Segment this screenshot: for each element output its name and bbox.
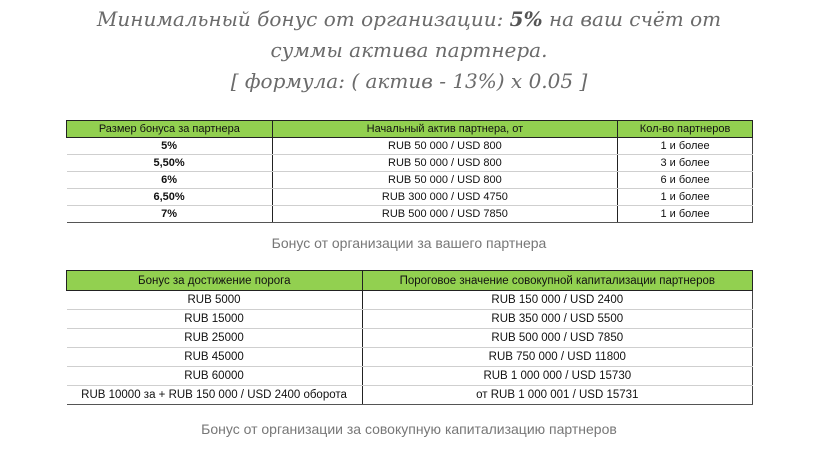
threshold-value-cell: RUB 750 000 / USD 11800 <box>362 348 752 367</box>
table-row <box>67 367 753 386</box>
table-row <box>67 189 753 206</box>
table-row <box>67 172 753 189</box>
threshold-bonus-cell: RUB 5000 <box>67 291 363 310</box>
bonus-size-cell: 6,50% <box>67 189 273 206</box>
intro-formula: [ формула: ( актив - 13%) x 0.05 ] <box>230 69 588 93</box>
bonus-size-cell: 7% <box>67 206 273 223</box>
header-bonus-size: Размер бонуса за партнера <box>67 121 273 138</box>
threshold-bonus-cell: RUB 45000 <box>67 348 363 367</box>
table-header-row <box>67 121 753 138</box>
partner-count-cell: 1 и более <box>618 189 753 206</box>
table-row <box>67 386 753 405</box>
threshold-value-cell: RUB 1 000 000 / USD 15730 <box>362 367 752 386</box>
bonus-size-cell: 5,50% <box>67 155 273 172</box>
partner-count-cell: 1 и более <box>618 138 753 155</box>
table-row <box>67 329 753 348</box>
threshold-value-cell: RUB 500 000 / USD 7850 <box>362 329 752 348</box>
header-threshold-value: Пороговое значение совокупной капитализации партнеров <box>362 271 752 291</box>
intro-line-1-pre: Минимальный бонус от организации: <box>96 7 510 31</box>
threshold-value-cell: от RUB 1 000 001 / USD 15731 <box>362 386 752 405</box>
initial-asset-cell: RUB 500 000 / USD 7850 <box>272 206 617 223</box>
initial-asset-cell: RUB 300 000 / USD 4750 <box>272 189 617 206</box>
initial-asset-cell: RUB 50 000 / USD 800 <box>272 138 617 155</box>
table-row <box>67 155 753 172</box>
table-row <box>67 291 753 310</box>
header-partner-count: Кол-во партнеров <box>618 121 753 138</box>
threshold-bonus-cell: RUB 15000 <box>67 310 363 329</box>
capitalization-bonus-caption: Бонус от организации за совокупную капитализацию партнеров <box>201 421 617 437</box>
bonus-size-cell: 6% <box>67 172 273 189</box>
header-threshold-bonus: Бонус за достижение порога <box>67 271 363 291</box>
table-row <box>67 310 753 329</box>
partner-bonus-table <box>66 120 753 223</box>
table-row <box>67 348 753 367</box>
table-header-row <box>67 271 753 291</box>
intro-bonus-percent: 5% <box>509 7 543 31</box>
intro-line-1 <box>0 4 818 35</box>
table-row <box>67 138 753 155</box>
threshold-value-cell: RUB 350 000 / USD 5500 <box>362 310 752 329</box>
header-initial-asset: Начальный актив партнера, от <box>272 121 617 138</box>
intro-line-1-post: на ваш счёт от <box>542 7 722 31</box>
threshold-bonus-cell: RUB 10000 за + RUB 150 000 / USD 2400 оборота <box>67 386 363 405</box>
partner-count-cell: 3 и более <box>618 155 753 172</box>
initial-asset-cell: RUB 50 000 / USD 800 <box>272 155 617 172</box>
partner-count-cell: 1 и более <box>618 206 753 223</box>
capitalization-bonus-table <box>66 270 753 405</box>
partner-count-cell: 6 и более <box>618 172 753 189</box>
partner-bonus-caption: Бонус от организации за вашего партнера <box>271 235 547 251</box>
threshold-bonus-cell: RUB 25000 <box>67 329 363 348</box>
table-row <box>67 206 753 223</box>
bonus-size-cell: 5% <box>67 138 273 155</box>
intro-line-2: суммы актива партнера. <box>270 38 548 62</box>
threshold-bonus-cell: RUB 60000 <box>67 367 363 386</box>
intro-text <box>0 4 818 97</box>
threshold-value-cell: RUB 150 000 / USD 2400 <box>362 291 752 310</box>
initial-asset-cell: RUB 50 000 / USD 800 <box>272 172 617 189</box>
